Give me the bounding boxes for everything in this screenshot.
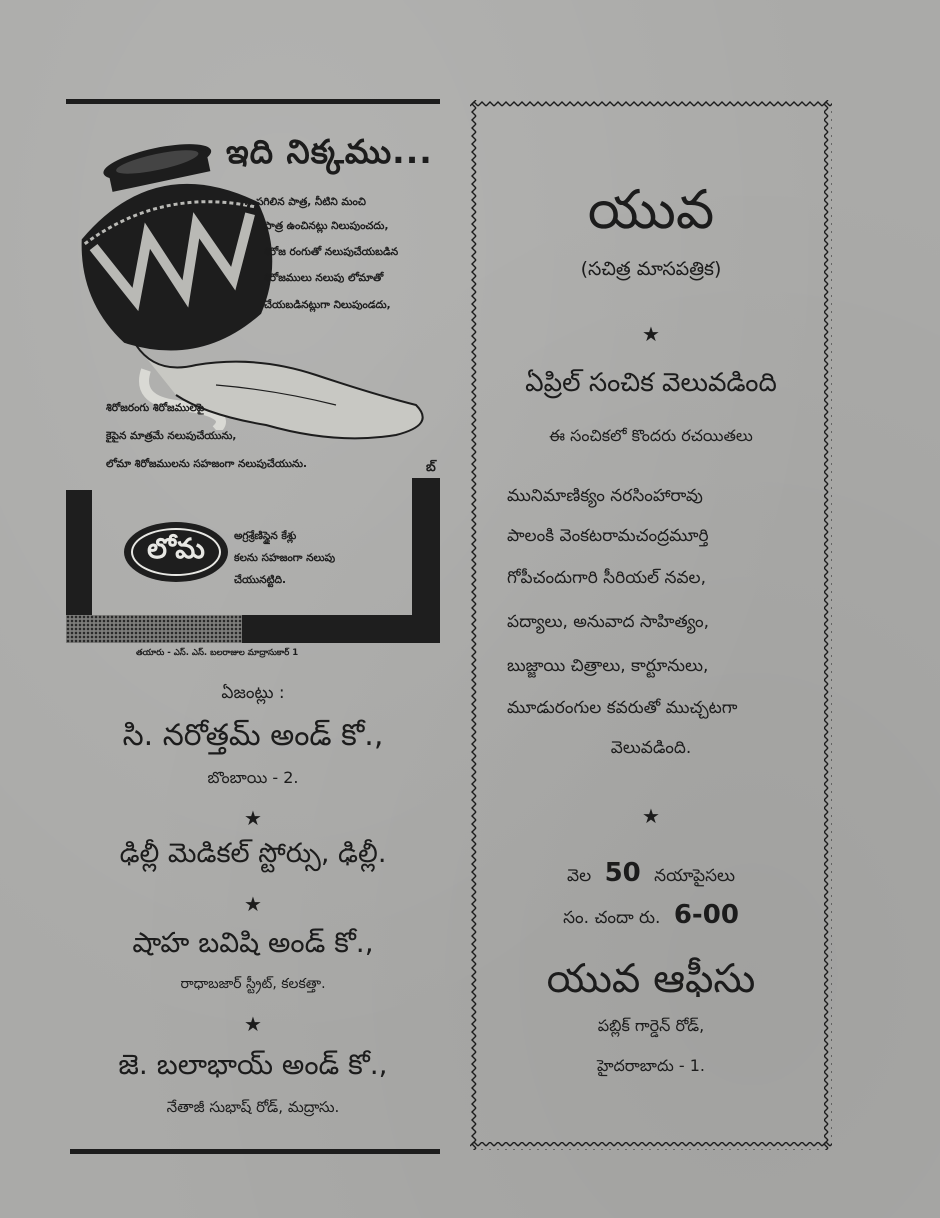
price-line	[470, 858, 832, 890]
ad-body-line-2: పాత్ర ఉంచినట్లు నిలుపుంచదు,	[264, 220, 389, 232]
price-label: వెల	[567, 866, 592, 886]
ad-lower-line-3: లోమా శిరోజములను సహజంగా నలుపుచేయును.	[106, 458, 307, 470]
contents-line-3: గోపీచందుగారి సీరియల్ నవల,	[507, 568, 706, 588]
ad-headline: ఇది నిక్కము...	[226, 132, 433, 171]
star-divider: ★	[244, 1012, 262, 1036]
magazine-title: యువ	[587, 178, 715, 241]
logo-caption-1: అగ్రశ్రేణిస్థైన కేశ్లు	[234, 530, 297, 542]
ad-body-line-1: ...పగిలిన పాత్ర, నీటిని మంచి	[244, 196, 366, 208]
price-value: 50	[604, 858, 641, 888]
loma-logo	[124, 522, 228, 582]
agent2-name: ఢిల్లీ మెడికల్ స్టోర్సు, ఢిల్లీ.	[119, 838, 387, 869]
contents-line-5: బుజ్జాయి చిత్రాలు, కార్టూనులు,	[507, 656, 709, 676]
star-divider: ★	[642, 804, 660, 828]
ad-lower-line-2: కైపైన మాత్రమే నలుపుచేయును,	[106, 430, 237, 442]
ad-lower-line-1: శిరోజరంగు శిరోజములపై	[106, 402, 205, 414]
contents-line-4: పద్యాలు, అనువాద సాహిత్యం,	[507, 612, 710, 632]
ad-side-mark: బ్	[426, 460, 436, 475]
yuva-advertisement	[470, 100, 832, 1150]
office-address-2: హైదరాబాదు - 1.	[596, 1056, 705, 1075]
contents-line-2: పాలంకి వెంకటరామచంద్రమూర్తి	[507, 526, 709, 546]
magazine-subtitle: (సచిత్ర మాసపత్రిక)	[580, 258, 722, 280]
price-unit: నయాపైసలు	[654, 866, 735, 886]
logo-caption-3: చేయునట్టిది.	[234, 574, 286, 586]
ad-small-print: తయారు - ఎస్. ఎస్. బలరాజుల మాద్రాసుకార్ 1	[136, 648, 299, 658]
subscription-label: సం. చందా రు.	[563, 908, 661, 928]
agents-label: ఏజంట్లు :	[221, 683, 285, 703]
ad-body-line-4: శిరోజములు నలుపు లోమాతో	[264, 272, 384, 284]
bottom-rule-left	[70, 1149, 440, 1154]
issue-headline: ఏప్రిల్ సంచిక వెలువడింది	[525, 368, 777, 398]
office-address-1: పబ్లిక్ గార్డెన్ రోడ్,	[597, 1016, 705, 1035]
star-divider: ★	[642, 322, 660, 346]
agent3-name: షాహ బవిషి అండ్ కో.,	[132, 926, 374, 959]
agent1-name: సి. నరోత్తమ్ అండ్ కో.,	[122, 718, 384, 753]
logo-caption-2: కలను సహజంగా నలుపు	[234, 552, 336, 564]
top-rule-left	[66, 99, 440, 104]
star-divider: ★	[244, 806, 262, 830]
ad-frame-bottom	[242, 615, 440, 643]
agent4-address: నేతాజీ సుభాష్ రోడ్, మద్రాసు.	[166, 1098, 340, 1116]
ad-body-line-5: చేయబడినట్లుగా నిలుపుండదు,	[264, 299, 391, 311]
agent4-name: జె. బలాభాయ్ అండ్ కో.,	[118, 1048, 388, 1081]
ad-frame-bottom-dotted	[66, 615, 242, 643]
agent1-city: బొంబాయి - 2.	[207, 768, 299, 787]
ad-body-line-3: శిరోజ రంగుతో నలుపుచేయబడిన	[264, 246, 399, 258]
loma-logo-text: లోమ	[131, 528, 221, 576]
loma-advertisement	[66, 110, 440, 670]
agent3-address: రాధాబజార్ స్ట్రీట్, కలకత్తా.	[180, 976, 326, 992]
contents-line-6: మూడురంగుల కవరుతో ముచ్చటగా	[507, 698, 738, 718]
subscription-line	[470, 900, 832, 932]
released-text: వెలువడింది.	[610, 738, 692, 758]
star-divider: ★	[244, 892, 262, 916]
contents-line-1: మునిమాణిక్యం నరసింహారావు	[507, 486, 703, 506]
subscription-value: 6-00	[673, 900, 739, 930]
office-title: యువ ఆఫీసు	[546, 956, 756, 1002]
contributors-intro: ఈ సంచికలో కొందరు రచయితలు	[549, 426, 753, 445]
